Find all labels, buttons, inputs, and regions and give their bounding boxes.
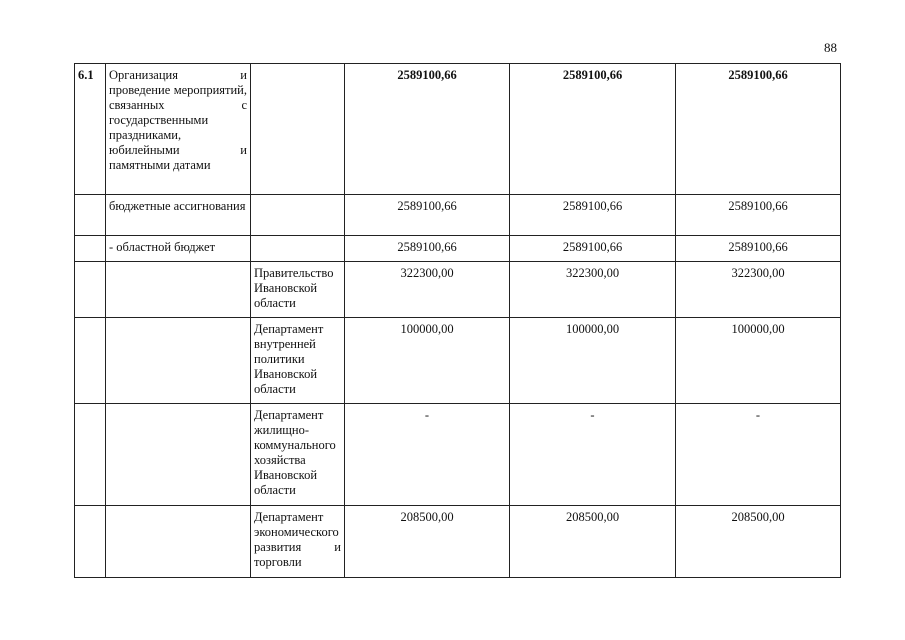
value-cell: 208500,00 bbox=[676, 506, 841, 578]
value-cell: 2589100,66 bbox=[510, 64, 676, 195]
table-row bbox=[75, 195, 841, 236]
table-row bbox=[75, 404, 841, 506]
value-cell: 2589100,66 bbox=[676, 236, 841, 262]
row-code bbox=[75, 195, 106, 236]
budget-table bbox=[74, 63, 841, 578]
value-cell: 322300,00 bbox=[676, 262, 841, 318]
row-executor bbox=[251, 236, 345, 262]
value-cell: 2589100,66 bbox=[510, 195, 676, 236]
row-name: бюджетные ассигнования bbox=[106, 195, 251, 236]
value-cell: - bbox=[676, 404, 841, 506]
row-code bbox=[75, 262, 106, 318]
row-name-text: Организация и проведение мероприятий, связанных с государственными праздниками, юбилейными и памятными датами bbox=[109, 68, 247, 172]
row-executor-text: Департамент экономического развития и торговли bbox=[254, 510, 341, 569]
value-cell: 100000,00 bbox=[510, 318, 676, 404]
row-code bbox=[75, 236, 106, 262]
row-executor: Департамент жилищно-коммунального хозяйства Ивановской области bbox=[251, 404, 345, 506]
row-code bbox=[75, 404, 106, 506]
table-row bbox=[75, 506, 841, 578]
value-cell: 208500,00 bbox=[510, 506, 676, 578]
table-row bbox=[75, 262, 841, 318]
row-executor: Департамент внутренней политики Ивановской области bbox=[251, 318, 345, 404]
table-row bbox=[75, 64, 841, 195]
row-executor bbox=[251, 64, 345, 195]
row-executor bbox=[251, 195, 345, 236]
row-executor: Правительство Ивановской области bbox=[251, 262, 345, 318]
row-name bbox=[106, 506, 251, 578]
value-cell: 208500,00 bbox=[345, 506, 510, 578]
table-row bbox=[75, 318, 841, 404]
value-cell: 2589100,66 bbox=[676, 64, 841, 195]
row-name bbox=[106, 404, 251, 506]
row-name bbox=[106, 318, 251, 404]
row-name bbox=[106, 262, 251, 318]
row-code bbox=[75, 506, 106, 578]
value-cell: 2589100,66 bbox=[345, 195, 510, 236]
value-cell: 2589100,66 bbox=[345, 236, 510, 262]
value-cell: 2589100,66 bbox=[676, 195, 841, 236]
value-cell: 100000,00 bbox=[676, 318, 841, 404]
value-cell: - bbox=[345, 404, 510, 506]
value-cell: 2589100,66 bbox=[345, 64, 510, 195]
page-number: 88 bbox=[824, 40, 837, 55]
row-name: - областной бюджет bbox=[106, 236, 251, 262]
value-cell: 100000,00 bbox=[345, 318, 510, 404]
value-cell: - bbox=[510, 404, 676, 506]
value-cell: 322300,00 bbox=[510, 262, 676, 318]
row-executor bbox=[251, 506, 345, 578]
row-code: 6.1 bbox=[75, 64, 106, 195]
row-code bbox=[75, 318, 106, 404]
row-name bbox=[106, 64, 251, 195]
table-row bbox=[75, 236, 841, 262]
value-cell: 2589100,66 bbox=[510, 236, 676, 262]
value-cell: 322300,00 bbox=[345, 262, 510, 318]
